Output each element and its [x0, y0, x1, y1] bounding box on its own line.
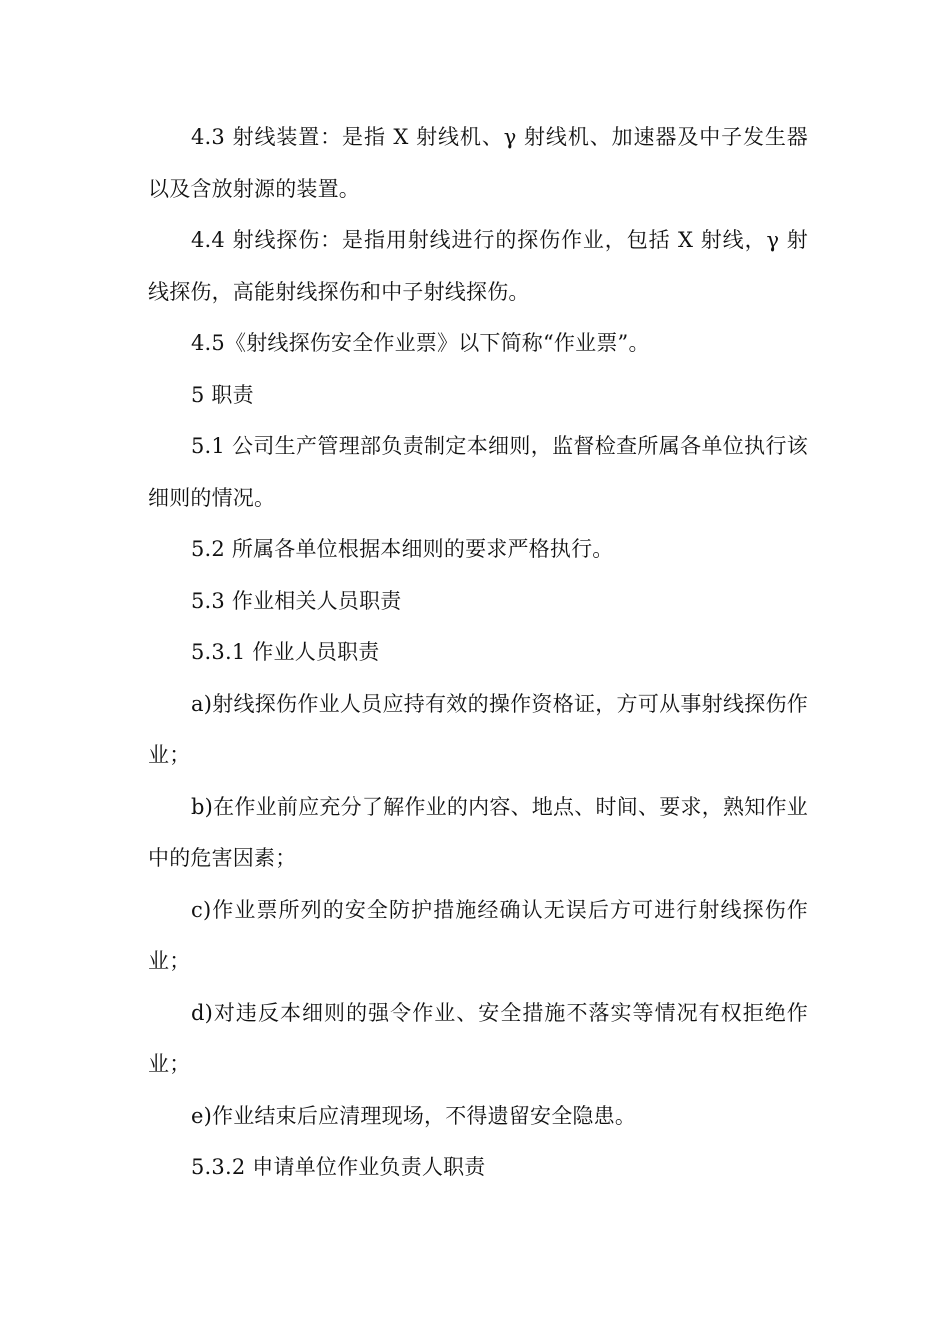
- list-item-b: b)在作业前应充分了解作业的内容、地点、时间、要求，熟知作业中的危害因素；: [148, 794, 808, 870]
- list-item-e: e)作业结束后应清理现场，不得遗留安全隐患。: [191, 1103, 637, 1128]
- heading-5-3: 5.3 作业相关人员职责: [191, 588, 402, 613]
- paragraph-4-3: 4.3 射线装置：是指 X 射线机、γ 射线机、加速器及中子发生器以及含放射源的装置。: [148, 125, 808, 201]
- paragraph-4-5: 4.5《射线探伤安全作业票》以下简称“作业票”。: [191, 331, 650, 355]
- paragraph-5-1: 5.1 公司生产管理部负责制定本细则，监督检查所属各单位执行该细则的情况。: [148, 434, 808, 510]
- list-item-c: c)作业票所列的安全防护措施经确认无误后方可进行射线探伤作业；: [148, 897, 808, 973]
- heading-5-3-1: 5.3.1 作业人员职责: [191, 640, 380, 664]
- paragraph-5-2: 5.2 所属各单位根据本细则的要求严格执行。: [191, 537, 614, 561]
- section-heading-5: 5 职责: [191, 382, 254, 407]
- document-body: [148, 112, 808, 1194]
- heading-5-3-2: 5.3.2 申请单位作业负责人职责: [191, 1155, 486, 1179]
- list-item-d: d)对违反本细则的强令作业、安全措施不落实等情况有权拒绝作业；: [148, 1000, 808, 1076]
- list-item-a: a)射线探伤作业人员应持有效的操作资格证，方可从事射线探伤作业；: [148, 691, 808, 767]
- paragraph-4-4: 4.4 射线探伤：是指用射线进行的探伤作业，包括 X 射线，γ 射线探伤，高能射线探伤和中子射线探伤。: [148, 228, 808, 304]
